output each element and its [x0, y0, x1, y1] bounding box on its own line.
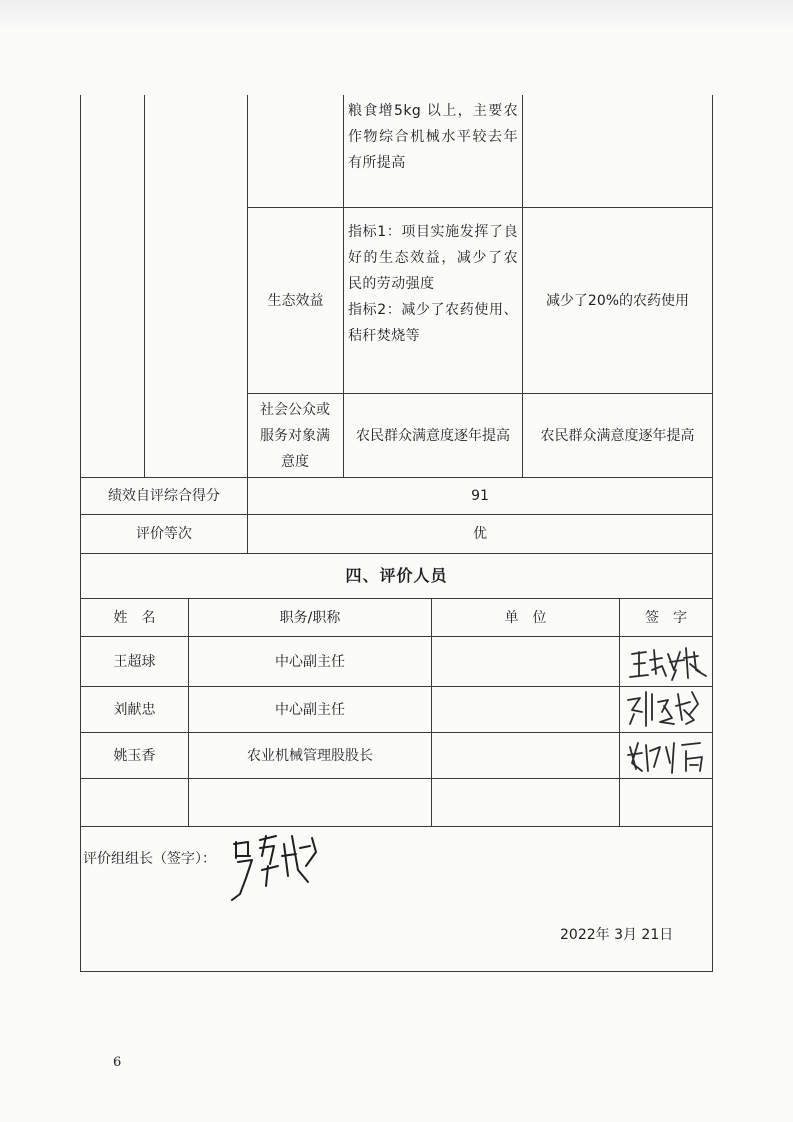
eco-benefit-label: 生态效益 [267, 292, 324, 309]
staff-unit [432, 733, 619, 778]
social-satisfaction-result: 农民群众满意度逐年提高 [540, 427, 695, 444]
grade-label: 评价等次 [136, 526, 192, 542]
staff-name: 刘献忠 [113, 701, 156, 718]
staff-title: 中心副主任 [275, 701, 345, 718]
leader-signature-label: 评价组组长（签字）： [83, 851, 216, 867]
signature-yao [624, 733, 712, 781]
social-satisfaction-target: 农民群众满意度逐年提高 [356, 427, 510, 444]
social-satisfaction-label: 社会公众或服务对象满意度 [260, 401, 330, 470]
grade-value: 优 [473, 526, 487, 542]
section-title: 四、评价人员 [345, 566, 448, 585]
scan-top-edge [0, 0, 793, 30]
header-signature: 签 字 [645, 609, 687, 626]
eco-indicator-1: 指标1：项目实施发挥了良好的生态效益，减少了农民的劳动强度 [348, 224, 518, 292]
signature-wang [626, 640, 712, 688]
sign-date: 2022年 3月 21日 [560, 927, 674, 943]
staff-unit [432, 687, 619, 732]
header-name: 姓 名 [113, 609, 156, 626]
page-number: 6 [113, 1055, 122, 1070]
staff-unit [432, 637, 619, 686]
score-label: 绩效自评综合得分 [108, 488, 220, 504]
eco-benefit-result: 减少了20%的农药使用 [545, 292, 690, 309]
header-title: 职务/职称 [279, 609, 341, 626]
staff-title: 中心副主任 [275, 653, 345, 670]
signature-leader [226, 826, 334, 914]
grain-indicator-text: 粮食增5kg 以上，主要农作物综合机械水平较去年有所提高 [348, 103, 518, 171]
score-value: 91 [471, 488, 489, 504]
header-unit: 单 位 [504, 609, 547, 626]
staff-name: 王超球 [113, 653, 156, 670]
eco-indicator-2: 指标2：减少了农药使用、秸秆焚烧等 [348, 302, 518, 344]
staff-title: 农业机械管理股股长 [247, 747, 373, 764]
eco-indicator-text [348, 219, 518, 349]
staff-name: 姚玉香 [113, 747, 156, 764]
signature-liu [624, 684, 710, 734]
